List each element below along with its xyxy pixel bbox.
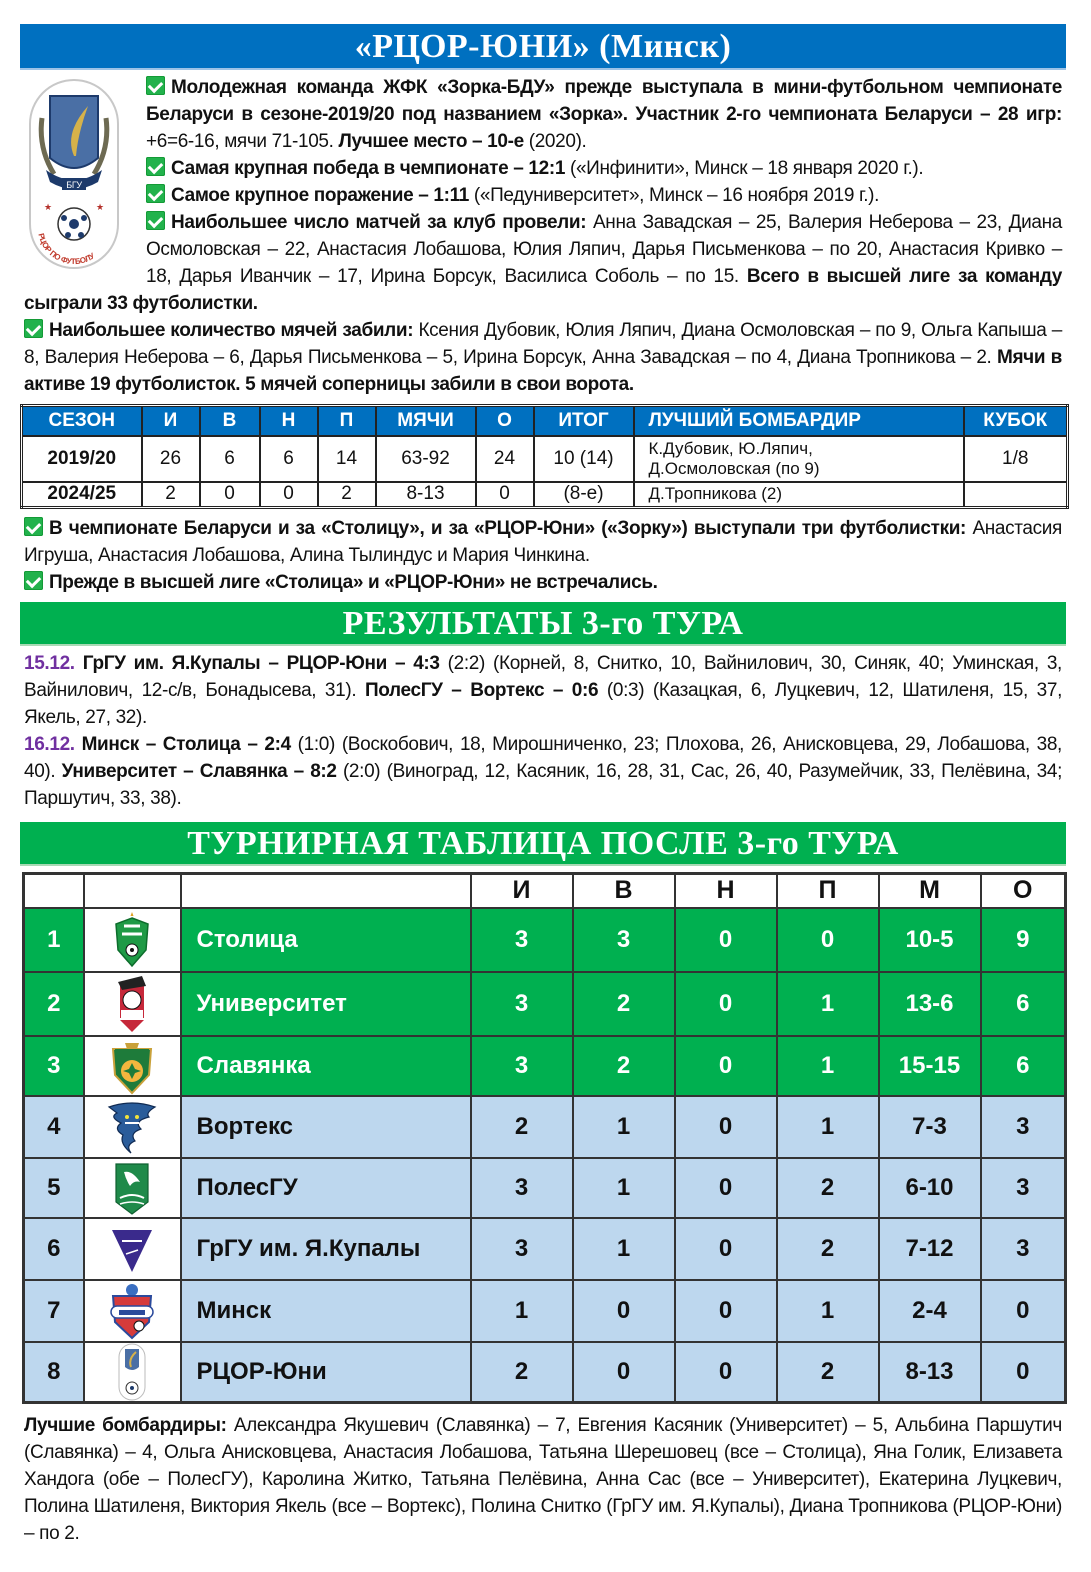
standings-row: [24, 1096, 1066, 1158]
fact-2-bold: Прежде в высшей лиге «Столица» и «РЦОР-Юни» не встречались.: [49, 572, 658, 593]
season-history-table: [20, 404, 1069, 509]
games-cell: 3: [471, 1036, 573, 1096]
col-header: ЛУЧШИЙ БОМБАРДИР: [634, 406, 964, 436]
col-header-team: [181, 874, 471, 908]
facts-text: [24, 515, 1062, 596]
team-name-cell: Славянка: [181, 1036, 471, 1096]
draws-cell: 6: [260, 436, 318, 482]
goals-cell: 8-13: [376, 482, 476, 508]
intro-p1-normal: +6=6-16, мячи 71-105.: [146, 131, 334, 152]
team-name-cell: Университет: [181, 972, 471, 1036]
wins-cell: 0: [200, 482, 260, 508]
standings-row: [24, 972, 1066, 1036]
cup-cell: [964, 482, 1068, 508]
points-cell: 9: [981, 908, 1066, 972]
games-cell: 2: [471, 1342, 573, 1403]
standings-row: [24, 1280, 1066, 1342]
standings-table: [22, 872, 1067, 1404]
grgu-logo: [85, 1224, 180, 1274]
games-cell: 1: [471, 1280, 573, 1342]
results-day-2: [24, 731, 1062, 812]
points-cell: 3: [981, 1096, 1066, 1158]
losses-cell: 2: [777, 1218, 879, 1280]
goals-cell: 10-5: [879, 908, 981, 972]
points-cell: 3: [981, 1218, 1066, 1280]
polesgu-logo: [85, 1160, 180, 1216]
draws-cell: 0: [675, 1096, 777, 1158]
intro-p4-bold: Наибольшее число матчей за клуб провели:: [171, 212, 587, 233]
results-title: РЕЗУЛЬТАТЫ 3-го ТУРА: [342, 605, 744, 642]
points-cell: 0: [981, 1342, 1066, 1403]
col-header: И: [471, 874, 573, 908]
universitet-logo: [85, 974, 180, 1034]
standings-row: [24, 1158, 1066, 1218]
match-score: Университет – Славянка – 8:2: [55, 761, 337, 782]
match-details: (2:2) (Корней, 8, Снитко, 10, Вайнилович, 30, Синяк, 40; Уминская, 3, Вайнилович, 12-с/в, Бонадысева, 31).: [24, 653, 1062, 701]
draws-cell: 0: [675, 972, 777, 1036]
team-logo-cell: [84, 1096, 181, 1158]
intro-paragraph-1: [24, 74, 1062, 155]
team-logo-cell: [84, 1036, 181, 1096]
points-cell: 24: [476, 436, 534, 482]
rcor-logo: [85, 1343, 180, 1401]
games-cell: 26: [142, 436, 200, 482]
intro-paragraph-2: [24, 155, 1062, 182]
checkmark-icon: [24, 517, 43, 536]
match-date: 16.12.: [24, 734, 75, 755]
points-cell: 0: [476, 482, 534, 508]
col-header: П: [777, 874, 879, 908]
games-cell: 2: [142, 482, 200, 508]
intro-p5-bold2: Мячи в активе 19 футболисток. 5 мячей соперницы забили в свои ворота.: [24, 347, 1062, 395]
intro-p1-bold: Молодежная команда ЖФК «Зорка-БДУ» прежде выступала в мини-футбольном чемпионате Беларуси в сезоне-2019/20 под названием «Зорка». Участник 2-го чемпионата Беларуси – 28 игр:: [146, 77, 1062, 125]
results-day-1: [24, 650, 1062, 731]
position-cell: 1: [24, 908, 84, 972]
standings-row: [24, 1342, 1066, 1403]
losses-cell: 1: [777, 972, 879, 1036]
wins-cell: 1: [573, 1158, 675, 1218]
position-cell: 3: [24, 1036, 84, 1096]
points-cell: 6: [981, 1036, 1066, 1096]
col-header: О: [476, 406, 534, 436]
season-cell: 2024/25: [22, 482, 142, 508]
round-results: [24, 650, 1062, 812]
top-scorers-list: Александра Якушевич (Славянка) – 7, Евгения Касяник (Университет) – 5, Альбина Паршутич (Славянка) – 4, Ольга Анисковцева, Анастасия Лобашова, Татьяна Шерешовец (все – Столица), Яна Голик, Елизавета Хандога (обе – ПолесГУ), Каролина Житко, Татьяна Пелёвина, Анна Сас (все – Университет), Екатерина Луцкевич, Полина Шатиленя, Виктория Якель (все – Вортекс), Полина Снитко (ГрГУ им. Я.Купалы), Диана Тропникова (РЦОР-Юни) – по 2.: [24, 1414, 1062, 1544]
team-logo-cell: [84, 1342, 181, 1403]
team-title: «РЦОР-ЮНИ» (Минск): [354, 28, 732, 65]
team-name-cell: ПолесГУ: [181, 1158, 471, 1218]
standings-title: ТУРНИРНАЯ ТАБЛИЦА ПОСЛЕ 3-го ТУРА: [187, 825, 899, 862]
col-header: МЯЧИ: [376, 406, 476, 436]
points-cell: 3: [981, 1158, 1066, 1218]
match-details: (1:0) (Воскобович, 18, Мирошниченко, 23; Плохова, 26, Анисковцева, 29, Лобашова, 38, 40).: [24, 734, 1062, 782]
season-table-header: [22, 406, 1068, 436]
scorer-line: Д.Осмоловская (по 9): [648, 458, 820, 478]
draws-cell: 0: [675, 1280, 777, 1342]
match-score: ГрГУ им. Я.Купалы – РЦОР-Юни – 4:3: [74, 653, 440, 674]
col-header: В: [573, 874, 675, 908]
top-scorer-cell: [634, 436, 964, 482]
wins-cell: 1: [573, 1096, 675, 1158]
wins-cell: 6: [200, 436, 260, 482]
logo-ring-text: РЦОР ПО ФУТБОЛУ: [36, 232, 97, 267]
intro-p2-bold: Самая крупная победа в чемпионате – 12:1: [171, 158, 566, 179]
scorer-line: Д.Тропникова (2): [648, 484, 783, 504]
standings-row: [24, 1218, 1066, 1280]
match-details: (2:0) (Виноград, 12, Касяник, 16, 28, 31, Сас, 26, 40, Разумейчик, 33, Пелёвина, 34; Паршутич, 33, 38).: [24, 761, 1063, 809]
draws-cell: 0: [675, 1158, 777, 1218]
points-cell: 6: [981, 972, 1066, 1036]
intro-paragraph-3: [24, 182, 1062, 209]
losses-cell: 1: [777, 1096, 879, 1158]
standings-header: [24, 874, 1066, 908]
col-header: КУБОК: [964, 406, 1068, 436]
intro-paragraph-5: [24, 317, 1062, 398]
losses-cell: 0: [777, 908, 879, 972]
col-header: О: [981, 874, 1066, 908]
team-logo-cell: [84, 1158, 181, 1218]
standings-row: [24, 1036, 1066, 1096]
team-name-cell: Столица: [181, 908, 471, 972]
top-scorers-text: [24, 1412, 1062, 1547]
draws-cell: 0: [675, 1342, 777, 1403]
match-details: (0:3) (Казацкая, 6, Луцкевич, 12, Шатиленя, 15, 37, Якель, 27, 32).: [24, 680, 1062, 728]
draws-cell: 0: [260, 482, 318, 508]
results-banner: [20, 602, 1066, 646]
losses-cell: 2: [318, 482, 376, 508]
draws-cell: 0: [675, 908, 777, 972]
season-row: [22, 482, 1068, 508]
logo-badge-text: БГУ: [66, 180, 82, 190]
intro-p2-normal: («Инфинити», Минск – 18 января 2020 г.).: [565, 158, 924, 179]
col-header-logo: [84, 874, 181, 908]
position-cell: 4: [24, 1096, 84, 1158]
position-cell: 8: [24, 1342, 84, 1403]
wins-cell: 0: [573, 1280, 675, 1342]
draws-cell: 0: [675, 1036, 777, 1096]
club-logo: [28, 78, 120, 270]
team-name-cell: Минск: [181, 1280, 471, 1342]
goals-cell: 7-12: [879, 1218, 981, 1280]
wins-cell: 2: [573, 1036, 675, 1096]
goals-cell: 2-4: [879, 1280, 981, 1342]
stolitsa-logo: [85, 912, 180, 968]
season-cell: 2019/20: [22, 436, 142, 482]
intro-p4-bold2: Всего в высшей лиге за команду сыграли 33 футболистки.: [24, 266, 1062, 314]
games-cell: 3: [471, 908, 573, 972]
team-title-banner: [20, 24, 1066, 70]
result-cell: (8-е): [534, 482, 634, 508]
result-cell: 10 (14): [534, 436, 634, 482]
intro-p5-normal: Ксения Дубовик, Юлия Ляпич, Диана Осмоловская – по 9, Ольга Капыша – 8, Валерия Неберова – 6, Дарья Письменкова – 5, Ирина Борсук, Анна Завадская – по 4, Диана Тропникова – 2.: [24, 320, 1062, 368]
standings-row: [24, 908, 1066, 972]
star-icon: ★: [96, 202, 104, 212]
col-header-pos: [24, 874, 84, 908]
col-header: М: [879, 874, 981, 908]
fact-1-bold: В чемпионате Беларуси и за «Столицу», и за «РЦОР-Юни» («Зорку») выступали три футболистки:: [49, 518, 967, 539]
intro-p1-bold2: Лучшее место – 10-е: [333, 131, 524, 152]
star-icon: ★: [44, 202, 52, 212]
points-cell: 0: [981, 1280, 1066, 1342]
col-header: СЕЗОН: [22, 406, 142, 436]
goals-cell: 7-3: [879, 1096, 981, 1158]
losses-cell: 14: [318, 436, 376, 482]
wins-cell: 1: [573, 1218, 675, 1280]
position-cell: 5: [24, 1158, 84, 1218]
goals-cell: 15-15: [879, 1036, 981, 1096]
draws-cell: 0: [675, 1218, 777, 1280]
top-scorer-cell: [634, 482, 964, 508]
match-score: Минск – Столица – 2:4: [74, 734, 291, 755]
minsk-logo: [85, 1282, 180, 1340]
checkmark-icon: [24, 319, 43, 338]
checkmark-icon: [146, 76, 165, 95]
games-cell: 3: [471, 972, 573, 1036]
col-header: В: [200, 406, 260, 436]
scorer-line: К.Дубовик, Ю.Ляпич,: [648, 438, 813, 458]
team-logo-cell: [84, 908, 181, 972]
standings-banner: [20, 822, 1066, 866]
col-header: П: [318, 406, 376, 436]
fact-1-normal: Анастасия Игруша, Анастасия Лобашова, Алина Тылиндус и Мария Чинкина.: [24, 518, 1062, 566]
intro-p3-normal: («Педуниверситет», Минск – 16 ноября 2019 г.).: [468, 185, 880, 206]
checkmark-icon: [146, 184, 165, 203]
intro-p3-bold: Самое крупное поражение – 1:11: [171, 185, 469, 206]
checkmark-icon: [24, 571, 43, 590]
col-header: ИТОГ: [534, 406, 634, 436]
losses-cell: 1: [777, 1280, 879, 1342]
intro-p5-bold: Наибольшее количество мячей забили:: [49, 320, 414, 341]
games-cell: 3: [471, 1218, 573, 1280]
season-row: [22, 436, 1068, 482]
position-cell: 7: [24, 1280, 84, 1342]
col-header: И: [142, 406, 200, 436]
intro-paragraph-4: [24, 209, 1062, 317]
team-logo-cell: [84, 1280, 181, 1342]
goals-cell: 8-13: [879, 1342, 981, 1403]
intro-p4-normal: Анна Завадская – 25, Валерия Неберова – 23, Диана Осмоловская – 22, Анастасия Лобашова, Юлия Ляпич, Дарья Письменкова – по 20, Анастасия Кривко – 18, Дарья Иванчик – 17, Ирина Борсук, Василиса Соболь – по 15.: [146, 212, 1062, 287]
fact-2: [24, 569, 1062, 596]
cup-cell: 1/8: [964, 436, 1068, 482]
losses-cell: 2: [777, 1342, 879, 1403]
fact-1: [24, 515, 1062, 569]
col-header: Н: [675, 874, 777, 908]
team-name-cell: ГрГУ им. Я.Купалы: [181, 1218, 471, 1280]
club-history-text: [24, 74, 1062, 398]
slavyanka-logo: [85, 1037, 180, 1095]
match-date: 15.12.: [24, 653, 75, 674]
team-name-cell: Вортекс: [181, 1096, 471, 1158]
wins-cell: 3: [573, 908, 675, 972]
checkmark-icon: [146, 211, 165, 230]
position-cell: 6: [24, 1218, 84, 1280]
checkmark-icon: [146, 157, 165, 176]
games-cell: 3: [471, 1158, 573, 1218]
position-cell: 2: [24, 972, 84, 1036]
losses-cell: 2: [777, 1158, 879, 1218]
goals-cell: 63-92: [376, 436, 476, 482]
col-header: Н: [260, 406, 318, 436]
top-scorers-label: Лучшие бомбардиры:: [24, 1414, 227, 1436]
team-name-cell: РЦОР-Юни: [181, 1342, 471, 1403]
goals-cell: 13-6: [879, 972, 981, 1036]
team-logo-cell: [84, 1218, 181, 1280]
games-cell: 2: [471, 1096, 573, 1158]
losses-cell: 1: [777, 1036, 879, 1096]
goals-cell: 6-10: [879, 1158, 981, 1218]
team-logo-cell: [84, 972, 181, 1036]
wins-cell: 0: [573, 1342, 675, 1403]
vortex-logo: [85, 1099, 180, 1155]
match-score: ПолесГУ – Вортекс – 0:6: [356, 680, 599, 701]
wins-cell: 2: [573, 972, 675, 1036]
intro-p1-normal2: (2020).: [523, 131, 587, 152]
